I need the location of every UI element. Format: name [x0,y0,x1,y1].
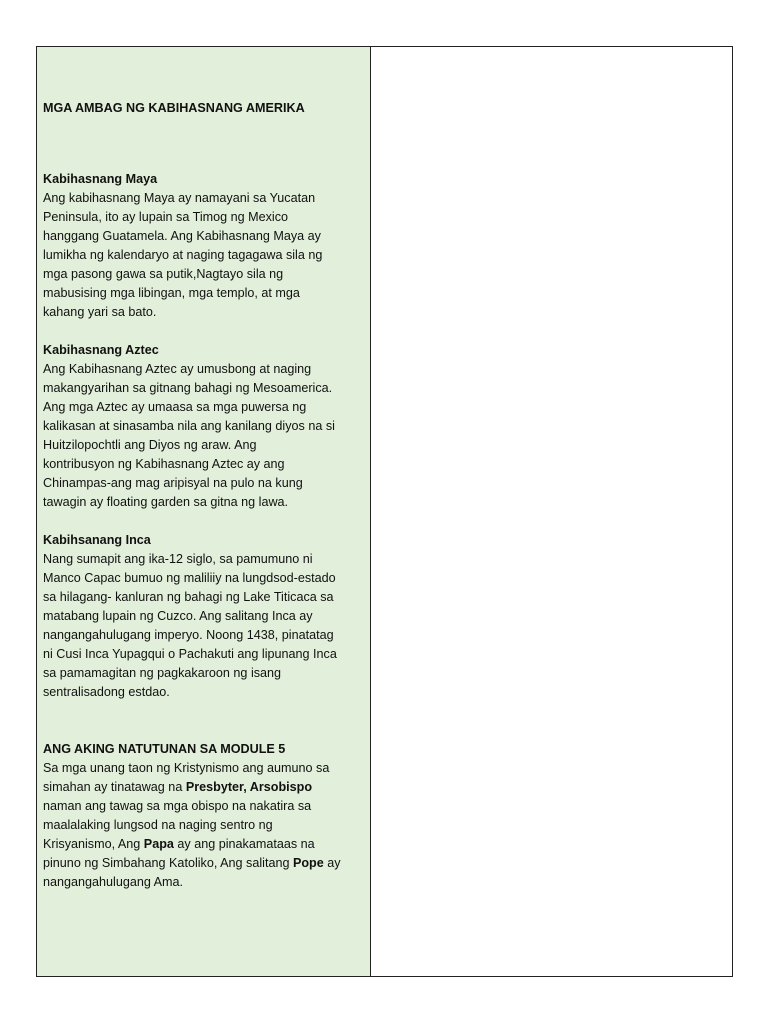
aztec-line: Ang mga Aztec ay umaasa sa mga puwersa ng [43,400,307,414]
module-line: maalalaking lungsod na naging sentro ng [43,818,273,832]
right-cell [371,47,732,976]
module-line: naman ang tawag sa mga obispo na nakatira sa [43,799,312,813]
module-line [43,778,366,797]
inca-line: sa hilagang- kanluran ng bahagi ng Lake Titicaca sa [43,590,334,604]
inca-line: matabang lupain ng Cuzco. Ang salitang Inca ay [43,609,313,623]
inca-line: sentralisadong estdao. [43,685,170,699]
module-text: ay ang pinakamataas na [173,837,315,851]
inca-line: sa pamamagitan ng pagkakaroon ng isang [43,666,282,680]
module-text: pinuno ng Simbahang Katoliko, Ang salitang [43,856,293,870]
inca-heading: Kabihsanang Inca [43,533,151,547]
inca-line: ni Cusi Inca Yupagqui o Pachakuti ang lipunang Inca [43,647,337,661]
module-text: Krisyanismo, Ang [43,837,144,851]
maya-line: Ang kabihasnang Maya ay namayani sa Yucatan [43,191,316,205]
module-bold-term: Papa [143,837,174,851]
module-bold-term: Pope [292,856,324,870]
module-heading: ANG AKING NATUTUNAN SA MODULE 5 [43,742,286,756]
maya-line: hanggang Guatamela. Ang Kabihasnang Maya ay [43,229,321,243]
inca-line: Nang sumapit ang ika-12 siglo, sa pamumuno ni [43,552,313,566]
inca-line: nangangahulugang imperyo. Noong 1438, pinatatag [43,628,334,642]
module-text: simahan ay tinatawag na [43,780,186,794]
aztec-line: makangyarihan sa gitnang bahagi ng Mesoamerica. [43,381,333,395]
maya-line: kahang yari sa bato. [43,305,157,319]
maya-line: Peninsula, ito ay lupain sa Timog ng Mexico [43,210,289,224]
paragraph-spacer [43,322,366,341]
inca-line: Manco Capac bumuo ng maliliiy na lungdsod-estado [43,571,336,585]
aztec-heading: Kabihasnang Aztec [43,343,159,357]
aztec-line: kalikasan at sinasamba nila ang kanilang diyos na si [43,419,335,433]
module-line: Sa mga unang taon ng Kristynismo ang aumuno sa [43,761,330,775]
module-text: ay [323,856,341,870]
document-table [36,46,733,977]
maya-line: mga pasong gawa sa putik,Nagtayo sila ng [43,267,284,281]
paragraph-spacer [43,702,366,740]
maya-line: lumikha ng kalendaryo at naging tagagawa sila ng [43,248,323,262]
aztec-line: tawagin ay floating garden sa gitna ng lawa. [43,495,289,509]
document-title: MGA AMBAG NG KABIHASNANG AMERIKA [43,101,305,115]
module-line: nangangahulugang Ama. [43,875,184,889]
module-line [43,835,366,854]
maya-line: mabusising mga libingan, mga templo, at mga [43,286,300,300]
paragraph-spacer [43,512,366,531]
aztec-line: Huitzilopochtli ang Diyos ng araw. Ang [43,438,257,452]
module-bold-term: Presbyter, Arsobispo [185,780,313,794]
left-cell [37,47,371,976]
maya-heading: Kabihasnang Maya [43,172,158,186]
aztec-line: Ang Kabihasnang Aztec ay umusbong at naging [43,362,312,376]
aztec-line: kontribusyon ng Kabihasnang Aztec ay ang [43,457,285,471]
module-line [43,854,366,873]
aztec-line: Chinampas-ang mag aripisyal na pulo na kung [43,476,303,490]
